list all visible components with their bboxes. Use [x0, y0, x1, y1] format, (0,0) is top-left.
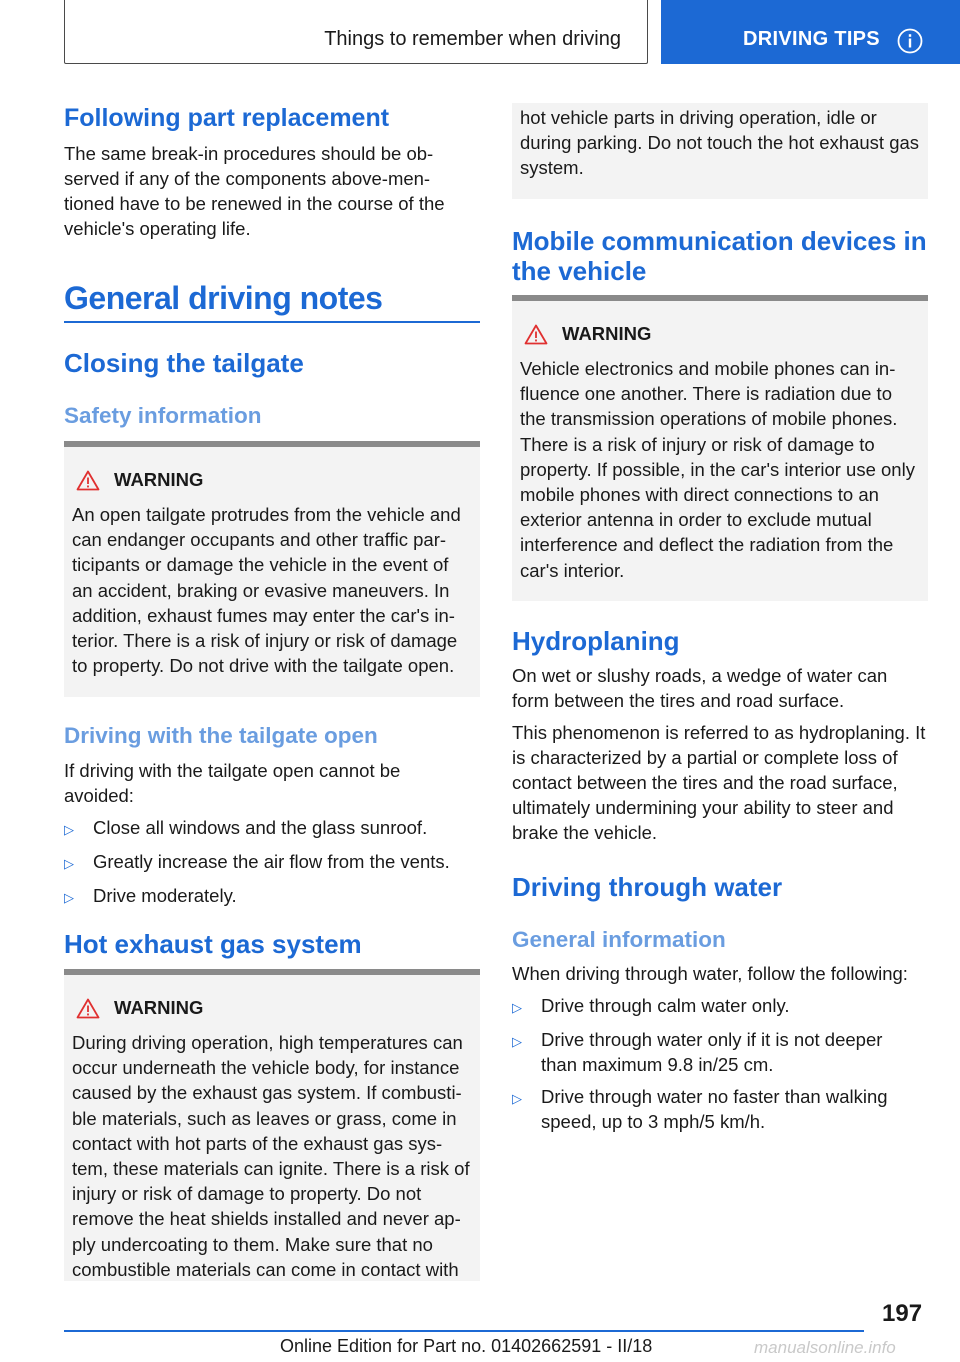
- warning-label: WARNING: [114, 469, 204, 490]
- info-icon: [897, 28, 923, 54]
- warning-bar: [512, 295, 928, 301]
- bullet-triangle-icon: ▷: [512, 1091, 522, 1106]
- header-section-box: [64, 0, 648, 64]
- warning-text: An open tailgate protrudes from the vehicle and can endanger occupants and other traffic par-ticipants or damage the vehicle in the event of an accident, braking or evasive maneuvers. In addition, exhaust fumes may enter the car's in-terior. There is a risk of injury or risk of damage to property. Do not drive with the tailgate open.: [72, 504, 461, 677]
- warning-text: During driving operation, high temperatures can occur underneath the vehicle body, for instance caused by the exhaust gas system. If combusti-ble materials, such as leaves or grass, come in contact with hot parts of the exhaust gas sys-tem, these materials can ignite. There is a risk of injury or risk of damage to property. Do not remove the heat shields installed and never ap-ply undercoating to them. Make sure that no combustible materials can come in contact with: [72, 1032, 470, 1280]
- safety-title: Safety information: [64, 403, 262, 428]
- footer-rule: [64, 1330, 864, 1332]
- following-text: The same break-in procedures should be ob-served if any of the components above-men-tioned have to be renewed in the course of the vehicle's operating life.: [64, 143, 445, 239]
- warning-icon: [76, 470, 100, 491]
- list-item: ▷ Close all windows and the glass sunroof.: [64, 815, 480, 842]
- water-title: Driving through water: [512, 872, 783, 902]
- header-chapter-tab[interactable]: [661, 0, 960, 64]
- driving-open-title: Driving with the tailgate open: [64, 723, 378, 748]
- general-info-text: When driving through water, follow the following:: [512, 963, 908, 984]
- water-bullet-list: [512, 993, 928, 1141]
- warning-header: [76, 997, 203, 1019]
- warning-box-tailgate: [64, 441, 480, 697]
- page-number: 197: [882, 1300, 923, 1327]
- bullet-triangle-icon: ▷: [512, 1000, 522, 1015]
- following-title: Following part replacement: [64, 104, 390, 132]
- closing-title: Closing the tailgate: [64, 348, 304, 378]
- warning-header: [524, 323, 651, 345]
- warning-bar: [64, 441, 480, 447]
- bullet-triangle-icon: ▷: [64, 890, 74, 905]
- mobile-title: Mobile communication devices in the vehicle: [512, 226, 927, 286]
- chapter-label: DRIVING TIPS: [743, 28, 880, 50]
- hydro-title: Hydroplaning: [512, 626, 680, 656]
- list-item: ▷ Greatly increase the air flow from the vents.: [64, 849, 480, 876]
- warning-text: hot vehicle parts in driving operation, idle or during parking. Do not touch the hot exhaust gas system.: [520, 107, 920, 179]
- list-item: ▷ Drive through water no faster than walking speed, up to 3 mph/5 km/h.: [512, 1086, 888, 1132]
- bullet-triangle-icon: ▷: [512, 1034, 522, 1049]
- footer-edition: Online Edition for Part no. 01402662591 - II/18: [280, 1336, 653, 1356]
- general-title: General driving notes: [64, 280, 383, 316]
- bullet-triangle-icon: ▷: [64, 822, 74, 837]
- general-info-title: General information: [512, 927, 726, 952]
- warning-box-exhaust-continued: [512, 103, 928, 199]
- list-item: ▷ Drive through calm water only.: [512, 993, 928, 1020]
- bullet-triangle-icon: ▷: [64, 856, 74, 871]
- watermark: manualsonline.info: [754, 1338, 896, 1357]
- driving-open-text: If driving with the tailgate open cannot be avoided:: [64, 760, 401, 806]
- warning-icon: [524, 324, 548, 345]
- hydro-text-1: On wet or slushy roads, a wedge of water can form between the tires and road surface.: [512, 665, 888, 711]
- warning-bar: [64, 969, 480, 975]
- hydro-text-2: This phenomenon is referred to as hydroplaning. It is characterized by a partial or complete loss of contact between the tires and the road surface, ultimately undermining your ability to steer and brake the vehicle.: [512, 722, 926, 843]
- title-rule: [64, 321, 480, 323]
- warning-label: WARNING: [562, 323, 652, 344]
- list-item: ▷ Drive moderately.: [64, 883, 480, 910]
- warning-label: WARNING: [114, 997, 204, 1018]
- list-item: ▷ Drive through water only if it is not deeper than maximum 9.8 in/25 cm.: [512, 1029, 883, 1075]
- header-section-title: Things to remember when driving: [324, 28, 621, 50]
- warning-box-exhaust: [64, 969, 480, 1281]
- warning-box-mobile: [512, 295, 928, 601]
- warning-icon: [76, 998, 100, 1019]
- tailgate-bullet-list: [64, 815, 480, 917]
- warning-text: Vehicle electronics and mobile phones can in-fluence one another. There is radiation due to the transmission operations of mobile phones. There is a risk of injury or risk of damage to property. If possible, in the car's interior use only mobile phones with direct connections to an exterior antenna in order to exclude mutual interference and deflect the radiation from the car's interior.: [520, 358, 915, 581]
- warning-header: [76, 469, 203, 491]
- exhaust-title: Hot exhaust gas system: [64, 929, 362, 959]
